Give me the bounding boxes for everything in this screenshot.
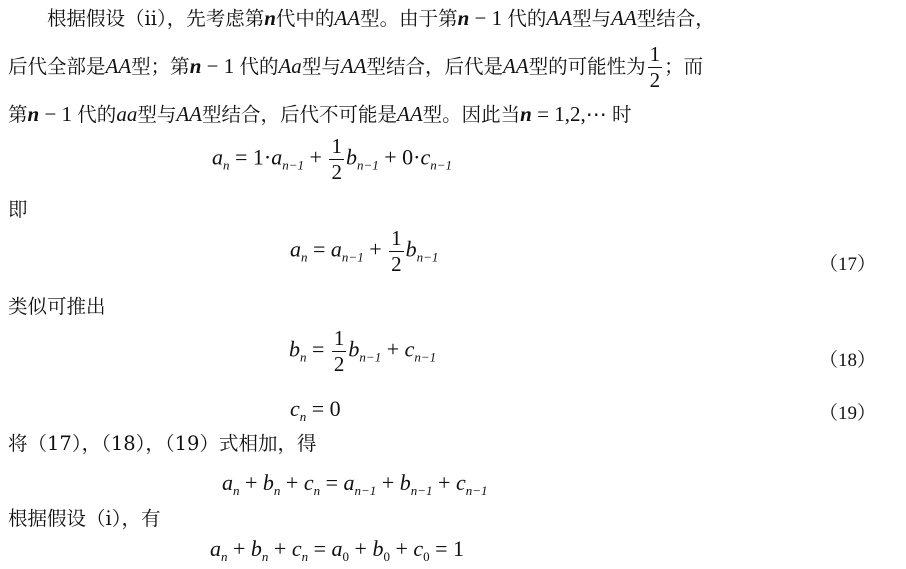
subscript: n: [300, 349, 307, 365]
operator: +: [381, 336, 405, 362]
equation-17: [290, 228, 438, 275]
math-n: n: [264, 6, 276, 30]
text-run: 型结合，后代是: [366, 55, 503, 78]
text-run: 型与: [301, 55, 341, 78]
paragraph-line-3: [8, 90, 898, 139]
subscript: n−1: [430, 157, 452, 173]
fraction-one-half: [329, 136, 344, 183]
fraction-one-half: [389, 228, 404, 275]
math-AA: AA: [334, 6, 361, 30]
math-AA: AA: [546, 6, 573, 30]
math-minus-one: − 1: [469, 6, 508, 30]
text-run: 代的: [507, 7, 547, 30]
text-assume: 根据假设（i），有: [8, 507, 161, 530]
fraction-denominator: 2: [331, 160, 342, 184]
var-b: b: [289, 336, 300, 362]
var-c: c: [404, 336, 415, 362]
subscript: n−1: [354, 483, 377, 498]
var-a: a: [290, 236, 301, 262]
fraction-denominator: 2: [391, 252, 402, 276]
equation-number-17: （17）: [818, 254, 876, 275]
text-run: 型；第: [131, 55, 190, 78]
text-run: 代的: [239, 55, 279, 78]
text-run: 型结合，: [636, 7, 715, 30]
math-n: n: [520, 102, 532, 126]
subscript: n−1: [414, 349, 437, 365]
var-c: c: [303, 470, 314, 495]
subscript: n−1: [359, 349, 382, 365]
text-run: 根据假设（ii），先考虑第: [8, 7, 265, 30]
subscript: n: [299, 409, 307, 424]
math-AA: AA: [397, 102, 423, 126]
text-run: 时: [611, 103, 632, 126]
operator: +: [432, 470, 456, 495]
equation-final: [210, 536, 464, 565]
operator: +: [304, 144, 328, 170]
operator: = 1·: [229, 144, 272, 170]
text-ji: 即: [8, 198, 28, 221]
var-c: c: [290, 396, 300, 421]
subscript: n−1: [465, 483, 488, 498]
var-a: a: [331, 536, 343, 561]
var-b: b: [405, 236, 417, 262]
fraction-denominator: 2: [333, 352, 345, 376]
subscript: n: [301, 249, 308, 265]
subscript: n: [313, 483, 321, 498]
fraction-numerator: 1: [333, 326, 345, 350]
operator: =: [306, 336, 330, 362]
operator: +: [389, 536, 414, 561]
var-c: c: [413, 536, 424, 561]
operator: +: [227, 536, 251, 561]
fraction-denominator: 2: [649, 68, 661, 92]
operator: +: [280, 470, 304, 495]
operator: =: [308, 536, 332, 561]
var-b: b: [399, 470, 411, 495]
var-b: b: [250, 536, 262, 561]
operator: =: [320, 470, 344, 495]
operator: =: [307, 236, 331, 262]
var-b: b: [262, 470, 274, 495]
subscript: n−1: [356, 157, 379, 173]
math-range: = 1,2,⋯: [531, 102, 612, 126]
text-run: ；而: [664, 55, 704, 78]
text-similar: 类似可推出: [8, 295, 106, 318]
subscript: 0: [383, 549, 390, 564]
text-run: 型。因此当: [422, 103, 521, 126]
subscript: n: [233, 483, 240, 498]
operator: +: [349, 536, 373, 561]
operator: = 0: [306, 396, 341, 421]
text-add: 将（17），（18），（19）式相加，得: [8, 432, 317, 455]
math-Aa: Aa: [278, 54, 302, 78]
operator: +: [363, 236, 388, 262]
subscript: n−1: [410, 483, 433, 498]
text-run: 型与: [572, 7, 612, 30]
subscript: n: [273, 483, 281, 498]
paragraph-line-2: [8, 42, 898, 91]
fraction-one-half: [648, 44, 663, 91]
var-a: a: [330, 236, 342, 262]
math-n: n: [27, 102, 40, 126]
var-c: c: [291, 536, 302, 561]
operator: +: [239, 470, 263, 495]
math-AA: AA: [611, 6, 637, 30]
subscript: n−1: [282, 157, 305, 173]
operator: + 0·: [378, 144, 421, 170]
var-b: b: [348, 336, 360, 362]
operator: = 1: [429, 536, 465, 561]
text-run: 型与: [137, 103, 177, 126]
subscript: n: [301, 549, 309, 564]
math-AA: AA: [176, 102, 202, 126]
subscript: n−1: [341, 249, 364, 265]
paragraph-line-1: [8, 0, 898, 43]
math-n: n: [189, 54, 202, 78]
text-run: 型的可能性为: [528, 55, 646, 78]
var-a: a: [212, 144, 223, 170]
text-run: 代的: [77, 103, 117, 126]
fraction-numerator: 1: [331, 134, 342, 158]
equation-number-18: （18）: [818, 350, 876, 371]
math-AA: AA: [503, 54, 529, 78]
fraction-numerator: 1: [391, 226, 402, 250]
fraction-numerator: 1: [649, 42, 661, 66]
equation-number-19: （19）: [818, 403, 876, 424]
math-AA: AA: [340, 54, 367, 78]
text-run: 型结合，后代不可能是: [201, 103, 397, 126]
operator: +: [376, 470, 400, 495]
equation-a-expanded: [212, 136, 452, 183]
math-minus-one: − 1: [201, 54, 240, 78]
var-a: a: [343, 470, 355, 495]
equation-18: [289, 328, 436, 375]
var-b: b: [345, 144, 357, 170]
var-a: a: [210, 536, 221, 561]
subscript: n: [223, 157, 230, 173]
subscript: n−1: [416, 249, 439, 265]
subscript: 0: [342, 549, 350, 564]
subscript: n: [261, 549, 269, 564]
math-minus-one: − 1: [39, 102, 78, 126]
math-AA: AA: [105, 54, 132, 78]
math-n: n: [457, 6, 470, 30]
var-c: c: [420, 144, 431, 170]
var-a: a: [222, 470, 233, 495]
var-b: b: [372, 536, 384, 561]
var-c: c: [455, 470, 466, 495]
text-run: 后代全部是: [8, 55, 106, 78]
var-a: a: [271, 144, 283, 170]
text-run: 第: [8, 103, 28, 126]
operator: +: [268, 536, 292, 561]
text-run: 型。由于第: [360, 7, 458, 30]
subscript: 0: [423, 549, 430, 564]
text-run: 代中的: [275, 7, 335, 30]
math-aa: aa: [116, 102, 138, 126]
fraction-one-half: [332, 328, 347, 375]
subscript: n: [221, 549, 228, 564]
